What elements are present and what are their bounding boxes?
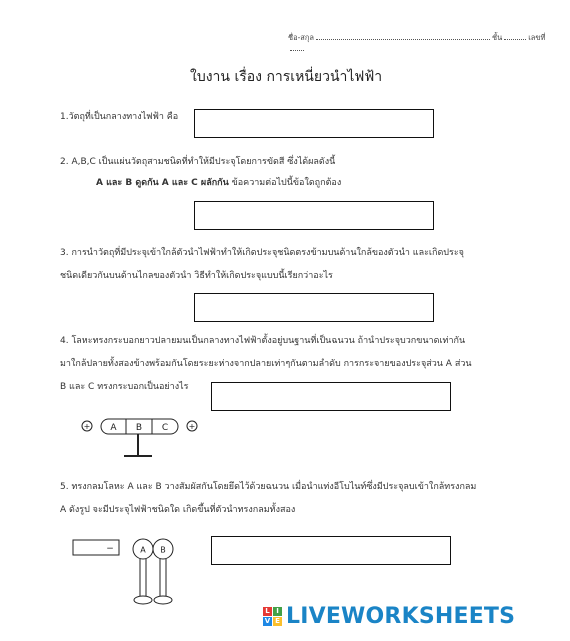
question-1-text: 1.วัตถุที่เป็นกลางทางไฟฟ้า คือ bbox=[60, 112, 179, 122]
logo-cell-v: V bbox=[264, 616, 271, 625]
question-4-line-2: มาใกล้ปลายทั้งสองข้างพร้อมกันโดยระยะห่างจากปลายเท่าๆกันตามลำดับ การกระจายของประจุส่วน A ส่วน bbox=[60, 359, 472, 369]
class-label: ชั้น bbox=[492, 33, 503, 42]
question-3-line-2: ชนิดเดียวกันบนด้านไกลของตัวนำ วิธีทำให้เกิดประจุแบบนี้เรียกว่าอะไร bbox=[60, 271, 333, 281]
sphere-a bbox=[133, 539, 153, 604]
sphere-b bbox=[153, 539, 173, 604]
spheres-figure bbox=[70, 534, 182, 608]
liveworksheets-wordmark: LIVEWORKSHEETS bbox=[286, 603, 516, 629]
answer-box-1[interactable] bbox=[194, 109, 434, 138]
right-charge-sign: + bbox=[188, 422, 196, 431]
question-2-condition: A และ B ดูดกัน A และ C ผลักกัน bbox=[96, 178, 229, 188]
left-charge-sign: + bbox=[83, 422, 91, 431]
class-blank bbox=[504, 39, 526, 40]
number-blank bbox=[290, 50, 304, 51]
answer-box-5[interactable] bbox=[211, 536, 451, 565]
question-4-line-3: B และ C ทรงกระบอกเป็นอย่างไร bbox=[60, 382, 189, 392]
number-label: เลขที่ bbox=[528, 33, 546, 42]
question-2-subtext bbox=[96, 177, 341, 189]
answer-box-3[interactable] bbox=[194, 293, 434, 322]
cylinder-label-c: C bbox=[161, 423, 169, 433]
question-5-line-2: A ดังรูป จะมีประจุไฟฟ้าชนิดใด เกิดขึ้นที่ตัวนำทรงกลมทั้งสอง bbox=[60, 505, 296, 515]
logo-cell-e: E bbox=[273, 617, 282, 626]
question-3-line-1: 3. การนำวัตถุที่มีประจุเข้าใกล้ตัวนำไฟฟ้าทำให้เกิดประจุชนิดตรงข้ามบนด้านใกล้ของตัวนำ และเกิดประจุ bbox=[60, 248, 464, 258]
cylinder-figure bbox=[74, 412, 204, 464]
page-title: ใบงาน เรื่อง การเหนี่ยวนำไฟฟ้า bbox=[190, 69, 383, 85]
student-info-line bbox=[288, 32, 558, 53]
question-2-prompt: ข้อความต่อไปนี้ข้อใดถูกต้อง bbox=[228, 178, 342, 188]
question-2-text: 2. A,B,C เป็นแผ่นวัตถุสามชนิดที่ทำให้มีประจุโดยการขัดสี ซึ่งได้ผลดังนี้ bbox=[60, 157, 336, 167]
cylinder-label-b: B bbox=[135, 423, 143, 433]
ebonite-rod bbox=[73, 540, 119, 555]
logo-cell-i: I bbox=[273, 607, 282, 616]
sphere-a-label: A bbox=[140, 545, 146, 555]
right-charge bbox=[187, 421, 197, 431]
question-4-line-1: 4. โลหะทรงกระบอกยาวปลายมนเป็นกลางทางไฟฟ้าตั้งอยู่บนฐานที่เป็นฉนวน ถ้านำประจุบวกขนาดเท่ากัน bbox=[60, 336, 466, 346]
name-blank bbox=[316, 39, 490, 40]
cylinder-label-a: A bbox=[110, 423, 117, 433]
name-label: ชื่อ-สกุล bbox=[288, 33, 315, 42]
conducting-cylinder bbox=[101, 419, 178, 434]
answer-box-2[interactable] bbox=[194, 201, 434, 230]
insulating-stand bbox=[124, 434, 152, 456]
sphere-b-label: B bbox=[160, 545, 166, 555]
left-charge bbox=[82, 421, 92, 431]
liveworksheets-icon bbox=[263, 607, 282, 626]
rod-charge-sign: − bbox=[106, 544, 114, 554]
liveworksheets-logo[interactable] bbox=[263, 603, 515, 629]
question-5-line-1: 5. ทรงกลมโลหะ A และ B วางสัมผัสกันโดยยึดไว้ด้วยฉนวน เมื่อนำแท่งอีโบไนท์ซึ่งมีประจุลบเข้าใกล้ทรงกลม bbox=[60, 482, 477, 492]
logo-cell-l: L bbox=[263, 607, 272, 616]
answer-box-4[interactable] bbox=[211, 382, 451, 411]
